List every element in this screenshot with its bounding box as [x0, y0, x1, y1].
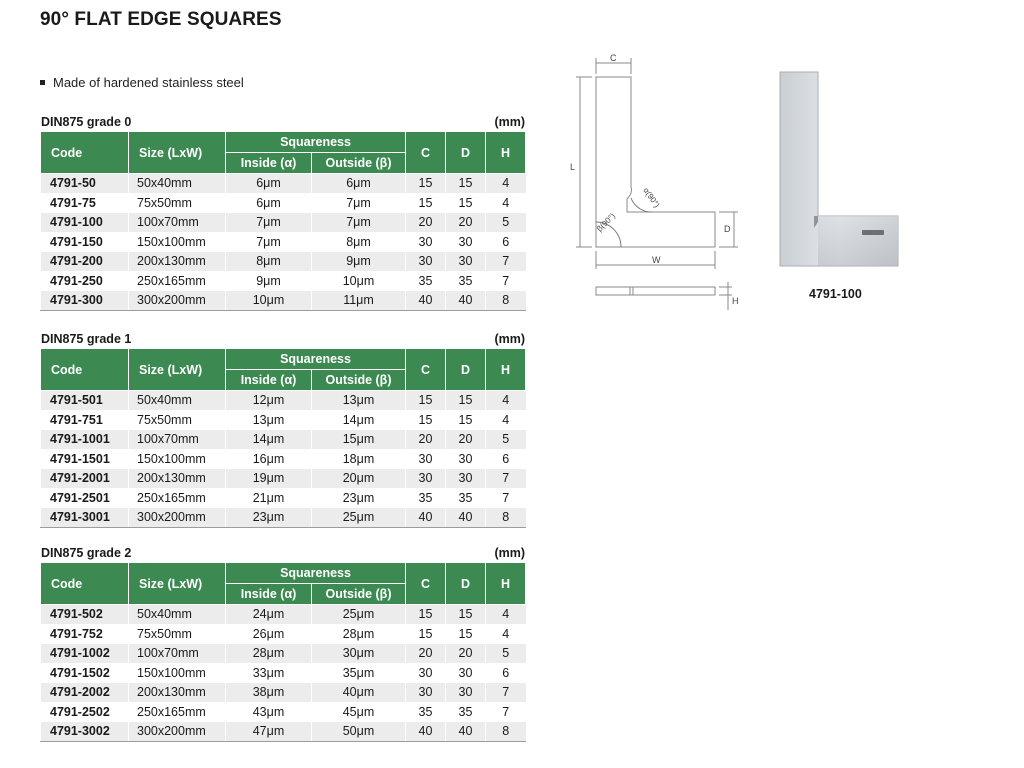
- col-header-d: D: [446, 563, 486, 605]
- cell-outside: 7μm: [312, 193, 406, 213]
- cell-code: 4791-1501: [41, 449, 129, 469]
- cell-inside: 38μm: [226, 683, 312, 703]
- cell-code: 4791-2001: [41, 469, 129, 489]
- col-header-size: Size (LxW): [129, 349, 226, 391]
- cell-d: 30: [446, 683, 486, 703]
- cell-c: 40: [406, 508, 446, 528]
- cell-outside: 25μm: [312, 605, 406, 625]
- cell-outside: 25μm: [312, 508, 406, 528]
- grade-title: DIN875 grade 0: [41, 115, 132, 129]
- table-row: [41, 391, 526, 411]
- grade-title: DIN875 grade 2: [41, 546, 132, 560]
- cell-outside: 45μm: [312, 702, 406, 722]
- cell-c: 20: [406, 213, 446, 233]
- cell-h: 4: [486, 605, 526, 625]
- unit-label: (mm): [494, 546, 525, 560]
- cell-size: 250x165mm: [129, 702, 226, 722]
- table-row: [41, 624, 526, 644]
- cell-c: 30: [406, 469, 446, 489]
- square-outline: [596, 77, 715, 247]
- dim-label-beta: β(90°): [595, 211, 617, 234]
- cell-outside: 11μm: [312, 291, 406, 311]
- cell-h: 7: [486, 252, 526, 272]
- cell-c: 30: [406, 232, 446, 252]
- cell-code: 4791-50: [41, 174, 129, 194]
- dimension-diagram: [570, 52, 745, 314]
- cell-c: 30: [406, 683, 446, 703]
- cell-size: 75x50mm: [129, 410, 226, 430]
- cell-d: 40: [446, 508, 486, 528]
- col-header-h: H: [486, 563, 526, 605]
- unit-label: (mm): [494, 332, 525, 346]
- cell-code: 4791-2501: [41, 488, 129, 508]
- cell-code: 4791-3001: [41, 508, 129, 528]
- cell-h: 4: [486, 391, 526, 411]
- cell-outside: 7μm: [312, 213, 406, 233]
- cell-code: 4791-502: [41, 605, 129, 625]
- cell-d: 35: [446, 488, 486, 508]
- col-header-inside: Inside (α): [226, 153, 312, 174]
- cell-c: 15: [406, 605, 446, 625]
- cell-outside: 8μm: [312, 232, 406, 252]
- table-row: [41, 410, 526, 430]
- cell-size: 100x70mm: [129, 213, 226, 233]
- table-row: [41, 232, 526, 252]
- cell-size: 50x40mm: [129, 605, 226, 625]
- bullet-icon: [40, 80, 45, 85]
- cell-inside: 28μm: [226, 644, 312, 664]
- table-row: [41, 722, 526, 742]
- cell-h: 7: [486, 683, 526, 703]
- table-row: [41, 252, 526, 272]
- cell-h: 7: [486, 702, 526, 722]
- table-row: [41, 508, 526, 528]
- spec-table-grade-2: [40, 562, 526, 742]
- cell-d: 35: [446, 702, 486, 722]
- cell-h: 5: [486, 213, 526, 233]
- col-header-c: C: [406, 132, 446, 174]
- cell-h: 5: [486, 644, 526, 664]
- cell-d: 15: [446, 410, 486, 430]
- cell-outside: 30μm: [312, 644, 406, 664]
- col-header-d: D: [446, 349, 486, 391]
- cell-outside: 13μm: [312, 391, 406, 411]
- dim-label-d: D: [724, 224, 731, 234]
- spec-table-grade-1: [40, 348, 526, 528]
- cell-c: 30: [406, 663, 446, 683]
- cell-inside: 13μm: [226, 410, 312, 430]
- cell-code: 4791-100: [41, 213, 129, 233]
- cell-h: 6: [486, 232, 526, 252]
- table-row: [41, 449, 526, 469]
- cell-h: 4: [486, 624, 526, 644]
- cell-size: 50x40mm: [129, 391, 226, 411]
- cell-size: 250x165mm: [129, 271, 226, 291]
- cell-c: 15: [406, 174, 446, 194]
- cell-c: 30: [406, 252, 446, 272]
- spec-table-grade-0: [40, 131, 526, 311]
- table-row: [41, 605, 526, 625]
- grade-1-section: [40, 332, 525, 528]
- cell-inside: 43μm: [226, 702, 312, 722]
- cell-size: 75x50mm: [129, 624, 226, 644]
- cell-d: 20: [446, 644, 486, 664]
- cell-size: 300x200mm: [129, 291, 226, 311]
- cell-c: 40: [406, 291, 446, 311]
- cell-inside: 24μm: [226, 605, 312, 625]
- table-row: [41, 193, 526, 213]
- cell-h: 4: [486, 174, 526, 194]
- col-header-code: Code: [41, 349, 129, 391]
- cell-inside: 7μm: [226, 232, 312, 252]
- table-row: [41, 430, 526, 450]
- cell-code: 4791-752: [41, 624, 129, 644]
- cell-size: 50x40mm: [129, 174, 226, 194]
- cell-c: 40: [406, 722, 446, 742]
- cell-d: 15: [446, 391, 486, 411]
- cell-size: 250x165mm: [129, 488, 226, 508]
- cell-h: 4: [486, 193, 526, 213]
- cell-code: 4791-150: [41, 232, 129, 252]
- cell-code: 4791-3002: [41, 722, 129, 742]
- cell-h: 8: [486, 508, 526, 528]
- unit-label: (mm): [494, 115, 525, 129]
- cell-d: 20: [446, 430, 486, 450]
- col-header-size: Size (LxW): [129, 563, 226, 605]
- col-header-h: H: [486, 132, 526, 174]
- table-row: [41, 663, 526, 683]
- cell-code: 4791-1502: [41, 663, 129, 683]
- table-row: [41, 488, 526, 508]
- cell-size: 150x100mm: [129, 232, 226, 252]
- cell-code: 4791-300: [41, 291, 129, 311]
- cell-d: 15: [446, 605, 486, 625]
- cell-inside: 10μm: [226, 291, 312, 311]
- cell-d: 30: [446, 232, 486, 252]
- cell-code: 4791-1002: [41, 644, 129, 664]
- cell-inside: 19μm: [226, 469, 312, 489]
- brand-label: [862, 230, 884, 235]
- cell-d: 30: [446, 449, 486, 469]
- cell-c: 30: [406, 449, 446, 469]
- cell-code: 4791-200: [41, 252, 129, 272]
- cell-h: 7: [486, 469, 526, 489]
- grade-title: DIN875 grade 1: [41, 332, 132, 346]
- cell-inside: 33μm: [226, 663, 312, 683]
- feature-bullet-item: [40, 75, 244, 90]
- cell-inside: 6μm: [226, 193, 312, 213]
- cell-h: 5: [486, 430, 526, 450]
- cell-outside: 9μm: [312, 252, 406, 272]
- cell-h: 6: [486, 663, 526, 683]
- col-header-code: Code: [41, 563, 129, 605]
- cell-c: 15: [406, 624, 446, 644]
- table-row: [41, 644, 526, 664]
- cell-outside: 14μm: [312, 410, 406, 430]
- cell-c: 15: [406, 410, 446, 430]
- page-title: 90° FLAT EDGE SQUARES: [40, 9, 282, 30]
- cell-inside: 26μm: [226, 624, 312, 644]
- col-header-squareness: Squareness: [226, 349, 406, 370]
- cell-h: 8: [486, 722, 526, 742]
- cell-size: 75x50mm: [129, 193, 226, 213]
- cell-outside: 10μm: [312, 271, 406, 291]
- cell-c: 20: [406, 430, 446, 450]
- cell-inside: 6μm: [226, 174, 312, 194]
- cell-code: 4791-751: [41, 410, 129, 430]
- grade-0-section: [40, 115, 525, 311]
- cell-code: 4791-2502: [41, 702, 129, 722]
- cell-d: 15: [446, 174, 486, 194]
- table-row: [41, 291, 526, 311]
- col-header-size: Size (LxW): [129, 132, 226, 174]
- col-header-outside: Outside (β): [312, 370, 406, 391]
- cell-d: 20: [446, 213, 486, 233]
- product-photo: [778, 70, 902, 270]
- cell-size: 100x70mm: [129, 644, 226, 664]
- cell-code: 4791-1001: [41, 430, 129, 450]
- cell-inside: 47μm: [226, 722, 312, 742]
- dim-label-w: W: [652, 255, 661, 265]
- cell-outside: 23μm: [312, 488, 406, 508]
- cell-c: 15: [406, 193, 446, 213]
- cell-inside: 16μm: [226, 449, 312, 469]
- cell-outside: 15μm: [312, 430, 406, 450]
- feature-text: Made of hardened stainless steel: [53, 75, 244, 90]
- table-row: [41, 702, 526, 722]
- cell-d: 30: [446, 663, 486, 683]
- col-header-inside: Inside (α): [226, 370, 312, 391]
- cell-d: 15: [446, 193, 486, 213]
- cell-c: 20: [406, 644, 446, 664]
- cell-size: 200x130mm: [129, 252, 226, 272]
- cell-code: 4791-75: [41, 193, 129, 213]
- col-header-c: C: [406, 349, 446, 391]
- cell-size: 200x130mm: [129, 683, 226, 703]
- table-row: [41, 271, 526, 291]
- cell-inside: 9μm: [226, 271, 312, 291]
- cell-code: 4791-250: [41, 271, 129, 291]
- cell-c: 35: [406, 488, 446, 508]
- cell-outside: 20μm: [312, 469, 406, 489]
- cell-c: 35: [406, 271, 446, 291]
- cell-code: 4791-501: [41, 391, 129, 411]
- cell-inside: 8μm: [226, 252, 312, 272]
- cell-c: 15: [406, 391, 446, 411]
- cell-d: 15: [446, 624, 486, 644]
- table-row: [41, 469, 526, 489]
- col-header-h: H: [486, 349, 526, 391]
- cell-inside: 21μm: [226, 488, 312, 508]
- cell-code: 4791-2002: [41, 683, 129, 703]
- cell-inside: 12μm: [226, 391, 312, 411]
- cell-size: 300x200mm: [129, 508, 226, 528]
- cell-h: 4: [486, 410, 526, 430]
- cell-outside: 35μm: [312, 663, 406, 683]
- cell-d: 30: [446, 469, 486, 489]
- table-row: [41, 683, 526, 703]
- cell-size: 150x100mm: [129, 663, 226, 683]
- col-header-squareness: Squareness: [226, 132, 406, 153]
- table-row: [41, 213, 526, 233]
- cell-d: 35: [446, 271, 486, 291]
- photo-caption: 4791-100: [809, 287, 862, 301]
- cell-inside: 14μm: [226, 430, 312, 450]
- cell-h: 7: [486, 271, 526, 291]
- cell-h: 7: [486, 488, 526, 508]
- cell-d: 40: [446, 722, 486, 742]
- col-header-outside: Outside (β): [312, 153, 406, 174]
- cell-outside: 40μm: [312, 683, 406, 703]
- side-view-bar: [596, 287, 715, 295]
- cell-h: 6: [486, 449, 526, 469]
- cell-d: 30: [446, 252, 486, 272]
- cell-outside: 18μm: [312, 449, 406, 469]
- dim-label-h: H: [732, 296, 739, 306]
- cell-size: 150x100mm: [129, 449, 226, 469]
- col-header-d: D: [446, 132, 486, 174]
- col-header-squareness: Squareness: [226, 563, 406, 584]
- grade-2-section: [40, 546, 525, 742]
- col-header-code: Code: [41, 132, 129, 174]
- cell-size: 300x200mm: [129, 722, 226, 742]
- cell-inside: 23μm: [226, 508, 312, 528]
- cell-inside: 7μm: [226, 213, 312, 233]
- cell-outside: 6μm: [312, 174, 406, 194]
- cell-outside: 28μm: [312, 624, 406, 644]
- cell-size: 200x130mm: [129, 469, 226, 489]
- col-header-inside: Inside (α): [226, 584, 312, 605]
- dim-label-c: C: [610, 53, 617, 63]
- cell-outside: 50μm: [312, 722, 406, 742]
- col-header-c: C: [406, 563, 446, 605]
- dim-label-l: L: [570, 162, 576, 172]
- cell-h: 8: [486, 291, 526, 311]
- cell-d: 40: [446, 291, 486, 311]
- dim-label-alpha: α(90°): [641, 185, 662, 210]
- cell-c: 35: [406, 702, 446, 722]
- cell-size: 100x70mm: [129, 430, 226, 450]
- col-header-outside: Outside (β): [312, 584, 406, 605]
- table-row: [41, 174, 526, 194]
